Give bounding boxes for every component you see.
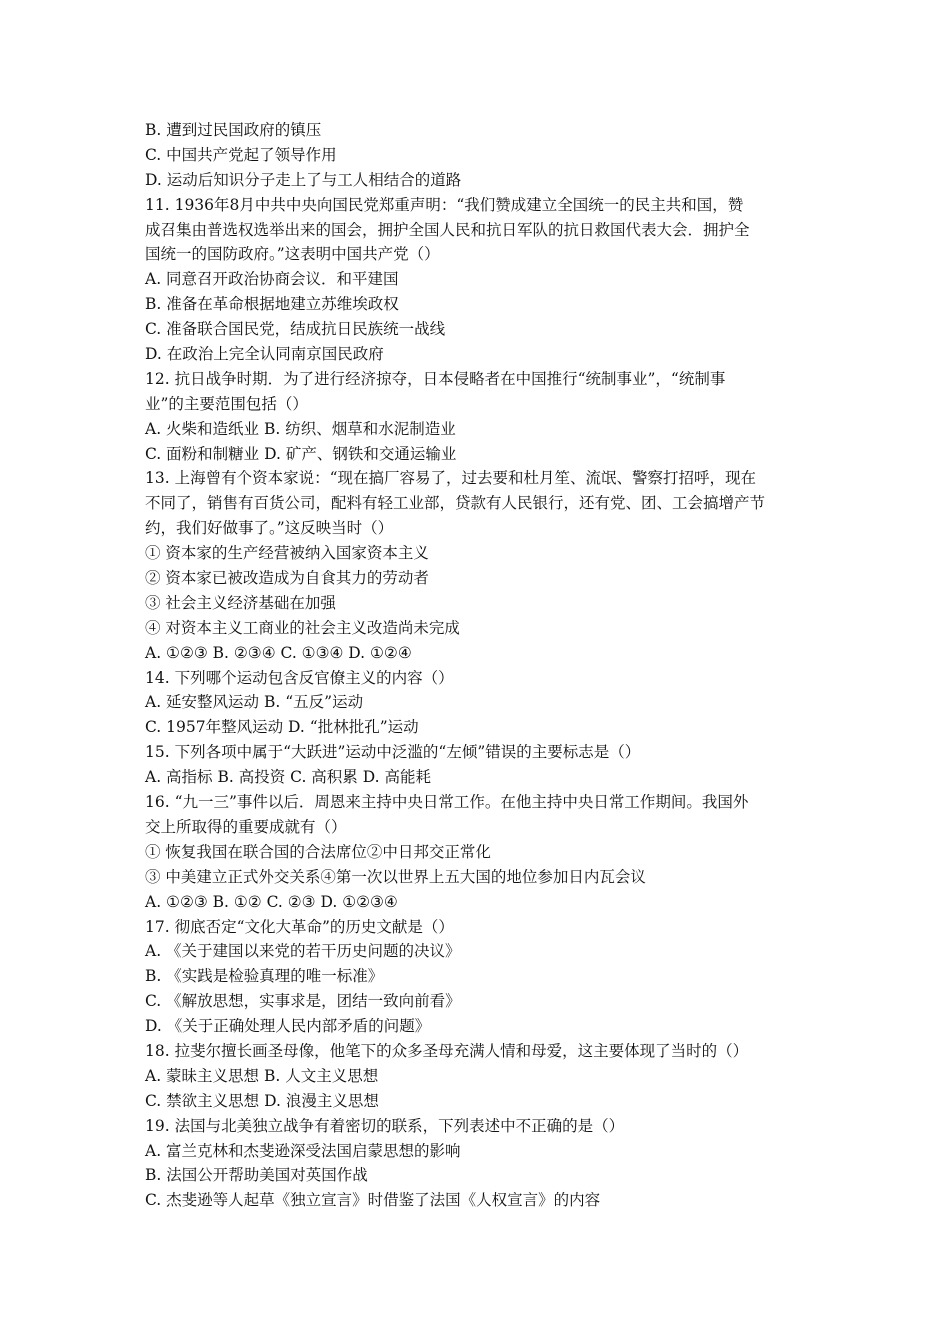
text-line: A. ①②③ B. ①② C. ②③ D. ①②③④ [145,892,398,911]
text-line: 18. 拉斐尔擅长画圣母像，他笔下的众多圣母充满人情和母爱，这主要体现了当时的（） [145,1041,749,1060]
text-line: B. 准备在革命根据地建立苏维埃政权 [145,295,399,314]
text-line: C. 1957年整风运动 D. “批林批孔”运动 [145,718,419,737]
text-line: C. 禁欲主义思想 D. 浪漫主义思想 [145,1091,379,1110]
text-line: D. 运动后知识分子走上了与工人相结合的道路 [145,170,462,189]
text-line: 业”的主要范围包括（） [145,394,308,413]
text-line: 19. 法国与北美独立战争有着密切的联系，下列表述中不正确的是（） [145,1116,625,1135]
text-line: ③ 社会主义经济基础在加强 [145,593,336,612]
text-line: ③ 中美建立正式外交关系④第一次以世界上五大国的地位参加日内瓦会议 [145,867,646,886]
text-line: C. 《解放思想，实事求是，团结一致向前看》 [145,992,461,1011]
text-line: 13. 上海曾有个资本家说：“现在搞厂容易了，过去要和杜月笙、流氓、警察打招呼，现在 [145,469,757,488]
text-line: 15. 下列各项中属于“大跃进”运动中泛滥的“左倾”错误的主要标志是（） [145,743,641,762]
text-line: ① 资本家的生产经营被纳入国家资本主义 [145,544,429,563]
text-line: 12. 抗日战争时期．为了进行经济掠夺，日本侵略者在中国推行“统制事业”，“统制事 [145,369,726,388]
text-line: C. 准备联合国民党，结成抗日民族统一战线 [145,320,446,339]
text-line: C. 杰斐逊等人起草《独立宣言》时借鉴了法国《人权宣言》的内容 [145,1191,601,1210]
text-line: C. 中国共产党起了领导作用 [145,145,337,164]
text-line: D. 《关于正确处理人民内部矛盾的问题》 [145,1017,431,1036]
text-line: 不同了，销售有百货公司，配料有轻工业部，贷款有人民银行，还有党、团、工会搞增产节 [145,494,766,513]
text-line: A. ①②③ B. ②③④ C. ①③④ D. ①②④ [145,643,412,662]
text-line: 交上所取得的重要成就有（） [145,817,347,836]
text-line: A. 火柴和造纸业 B. 纺织、烟草和水泥制造业 [145,419,456,438]
text-line: A. 蒙昧主义思想 B. 人文主义思想 [145,1066,379,1085]
text-line: A. 同意召开政治协商会议．和平建国 [145,270,399,289]
text-line: ② 资本家已被改造成为自食其力的劳动者 [145,569,429,588]
text-line: D. 在政治上完全认同南京国民政府 [145,345,384,364]
text-line: ④ 对资本主义工商业的社会主义改造尚未完成 [145,618,460,637]
text-line: B. 遭到过民国政府的镇压 [145,121,322,139]
question-text [145,118,815,1213]
text-line: 约，我们好做事了。”这反映当时（） [145,519,394,538]
text-line: B. 法国公开帮助美国对英国作战 [145,1166,368,1185]
text-line: 成召集由普选权选举出来的国会，拥护全国人民和抗日军队的抗日救国代表大会．拥护全 [145,220,750,239]
text-line: A. 延安整风运动 B. “五反”运动 [145,693,364,712]
text-line: 11. 1936年8月中共中央向国民党郑重声明：“我们赞成建立全国统一的民主共和国，赞 [145,195,744,214]
text-line: 14. 下列哪个运动包含反官僚主义的内容（） [145,668,454,687]
text-line: A. 《关于建国以来党的若干历史问题的决议》 [145,942,461,961]
text-line: A. 高指标 B. 高投资 C. 高积累 D. 高能耗 [145,768,431,787]
text-line: 17. 彻底否定“文化大革命”的历史文献是（） [145,917,454,936]
text-line: B. 《实践是检验真理的唯一标准》 [145,967,384,986]
text-line: C. 面粉和制糖业 D. 矿产、钢铁和交通运输业 [145,444,457,463]
text-line: ① 恢复我国在联合国的合法席位②中日邦交正常化 [145,842,491,861]
text-line: 国统一的国防政府。”这表明中国共产党（） [145,245,440,264]
text-line: 16. “九一三”事件以后．周恩来主持中央日常工作。在他主持中央日常工作期间。我国外 [145,793,749,812]
text-line: A. 富兰克林和杰斐逊深受法国启蒙思想的影响 [145,1141,461,1160]
